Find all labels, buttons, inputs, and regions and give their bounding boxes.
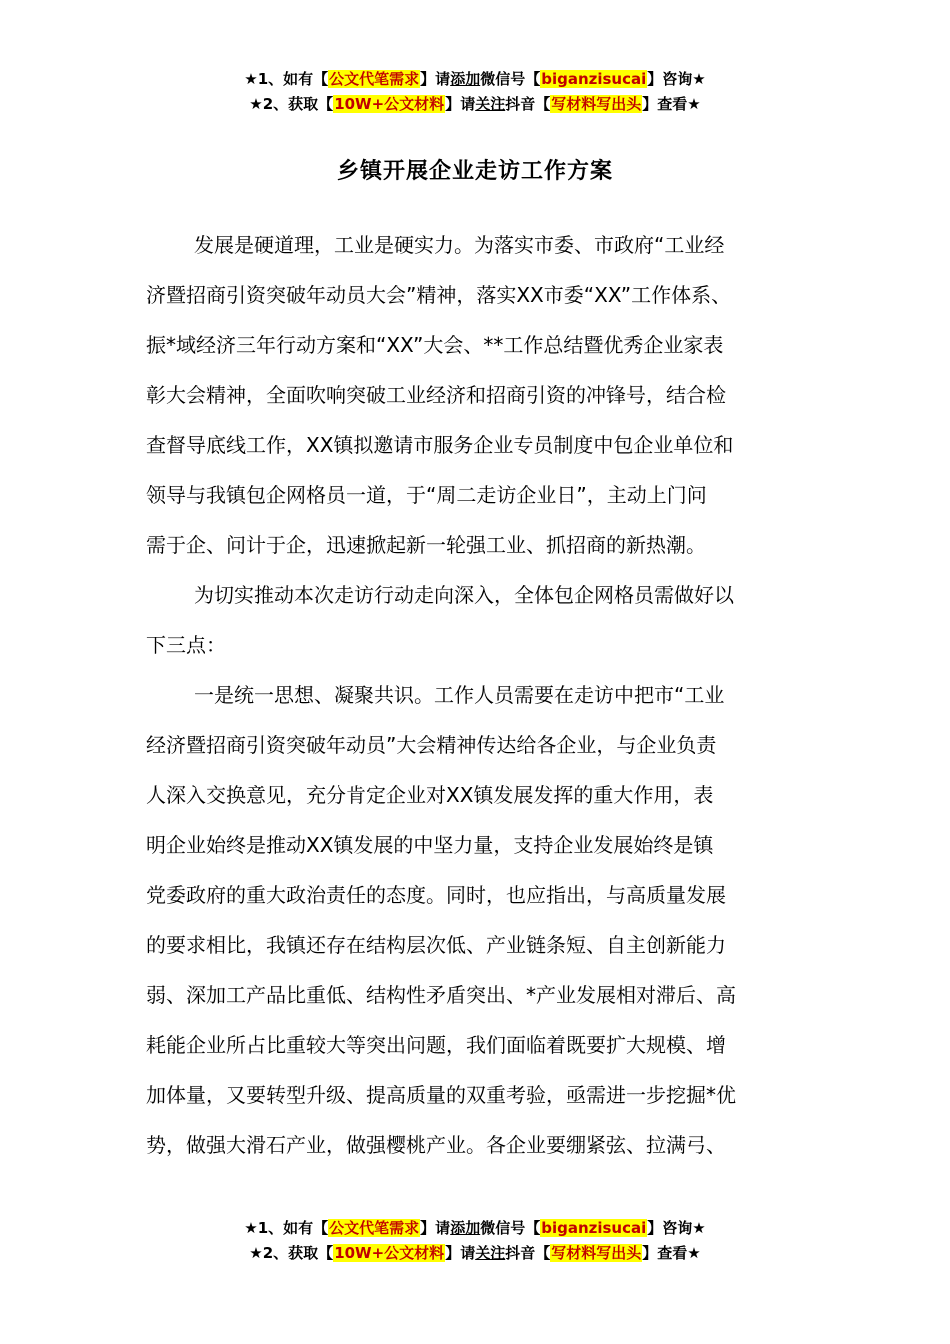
highlight-service: 公文代笔需求 — [329, 70, 420, 88]
text-line: 发展是硬道理，工业是硬实力。为落实市委、市政府“工业经 — [194, 233, 725, 257]
text-line: 势，做强大滑石产业，做强樱桃产业。各企业要绷紧弦、拉满弓、 — [146, 1133, 726, 1157]
text-line: 下三点： — [146, 633, 226, 657]
highlight-materials: 10W+公文材料 — [334, 1244, 445, 1262]
text-line: 领导与我镇包企网格员一道，于“周二走访企业日”，主动上门问 — [146, 483, 707, 507]
highlight-wechat-id: biganzisucai — [541, 70, 647, 88]
banner-text: ★1、如有【 — [244, 70, 329, 88]
banner-text: 】请 — [420, 1219, 451, 1237]
banner-text: ★2、获取【 — [249, 1244, 334, 1262]
text-line: 查督导底线工作，XX镇拟邀请市服务企业专员制度中包企业单位和 — [146, 433, 734, 457]
text-line: 明企业始终是推动XX镇发展的中坚力量，支持企业发展始终是镇 — [146, 833, 714, 857]
banner-text: 】请 — [445, 95, 476, 113]
banner-text: 】请 — [420, 70, 451, 88]
banner-line-1 — [0, 67, 950, 92]
text-line: 为切实推动本次走访行动走向深入，全体包企网格员需做好以 — [194, 583, 734, 607]
banner-text: 微信号【 — [480, 70, 541, 88]
text-line: 彰大会精神，全面吹响突破工业经济和招商引资的冲锋号，结合检 — [146, 383, 726, 407]
underlined-word: 关注 — [475, 1244, 506, 1262]
paragraph-point-one — [146, 670, 816, 1170]
banner-text: 】咨询★ — [647, 1219, 706, 1237]
paragraph-requirements — [146, 570, 816, 670]
text-line: 需于企、问计于企，迅速掀起新一轮强工业、抓招商的新热潮。 — [146, 533, 706, 557]
text-line: 加体量，又要转型升级、提高质量的双重考验，亟需进一步挖掘*优 — [146, 1083, 736, 1107]
banner-text: 抖音【 — [505, 1244, 551, 1262]
underlined-word: 添加 — [450, 70, 481, 88]
text-line: 经济暨招商引资突破年动员”大会精神传达给各企业，与企业负责 — [146, 733, 717, 757]
text-line: 党委政府的重大政治责任的态度。同时，也应指出，与高质量发展 — [146, 883, 726, 907]
banner-line-1 — [0, 1216, 950, 1241]
text-line: 的要求相比，我镇还存在结构层次低、产业链条短、自主创新能力 — [146, 933, 726, 957]
document-title: 乡镇开展企业走访工作方案 — [336, 159, 613, 184]
highlight-wechat-id: biganzisucai — [541, 1219, 647, 1237]
banner-text: 】查看★ — [642, 95, 701, 113]
text-line: 振*域经济三年行动方案和“XX”大会、**工作总结暨优秀企业家表 — [146, 333, 724, 357]
paragraph-intro — [146, 220, 816, 570]
banner-text: 】查看★ — [642, 1244, 701, 1262]
banner-text: ★1、如有【 — [244, 1219, 329, 1237]
highlight-service: 公文代笔需求 — [329, 1219, 420, 1237]
text-line: 耗能企业所占比重较大等突出问题，我们面临着既要扩大规模、增 — [146, 1033, 726, 1057]
underlined-word: 关注 — [475, 95, 506, 113]
banner-line-2 — [0, 92, 950, 117]
document-body — [146, 220, 816, 1170]
banner-text: 】咨询★ — [647, 70, 706, 88]
text-line: 济暨招商引资突破年动员大会”精神，落实XX市委“XX”工作体系、 — [146, 283, 732, 307]
highlight-douyin-account: 写材料写出头 — [551, 95, 642, 113]
banner-text: 微信号【 — [480, 1219, 541, 1237]
footer-banner — [0, 1216, 950, 1266]
banner-text: 】请 — [445, 1244, 476, 1262]
highlight-douyin-account: 写材料写出头 — [551, 1244, 642, 1262]
highlight-materials: 10W+公文材料 — [334, 95, 445, 113]
text-line: 弱、深加工产品比重低、结构性矛盾突出、*产业发展相对滞后、高 — [146, 983, 736, 1007]
banner-text: 抖音【 — [505, 95, 551, 113]
banner-line-2 — [0, 1241, 950, 1266]
banner-text: ★2、获取【 — [249, 95, 334, 113]
header-banner — [0, 67, 950, 117]
text-line: 一是统一思想、凝聚共识。工作人员需要在走访中把市“工业 — [194, 683, 725, 707]
text-line: 人深入交换意见，充分肯定企业对XX镇发展发挥的重大作用，表 — [146, 783, 714, 807]
underlined-word: 添加 — [450, 1219, 481, 1237]
